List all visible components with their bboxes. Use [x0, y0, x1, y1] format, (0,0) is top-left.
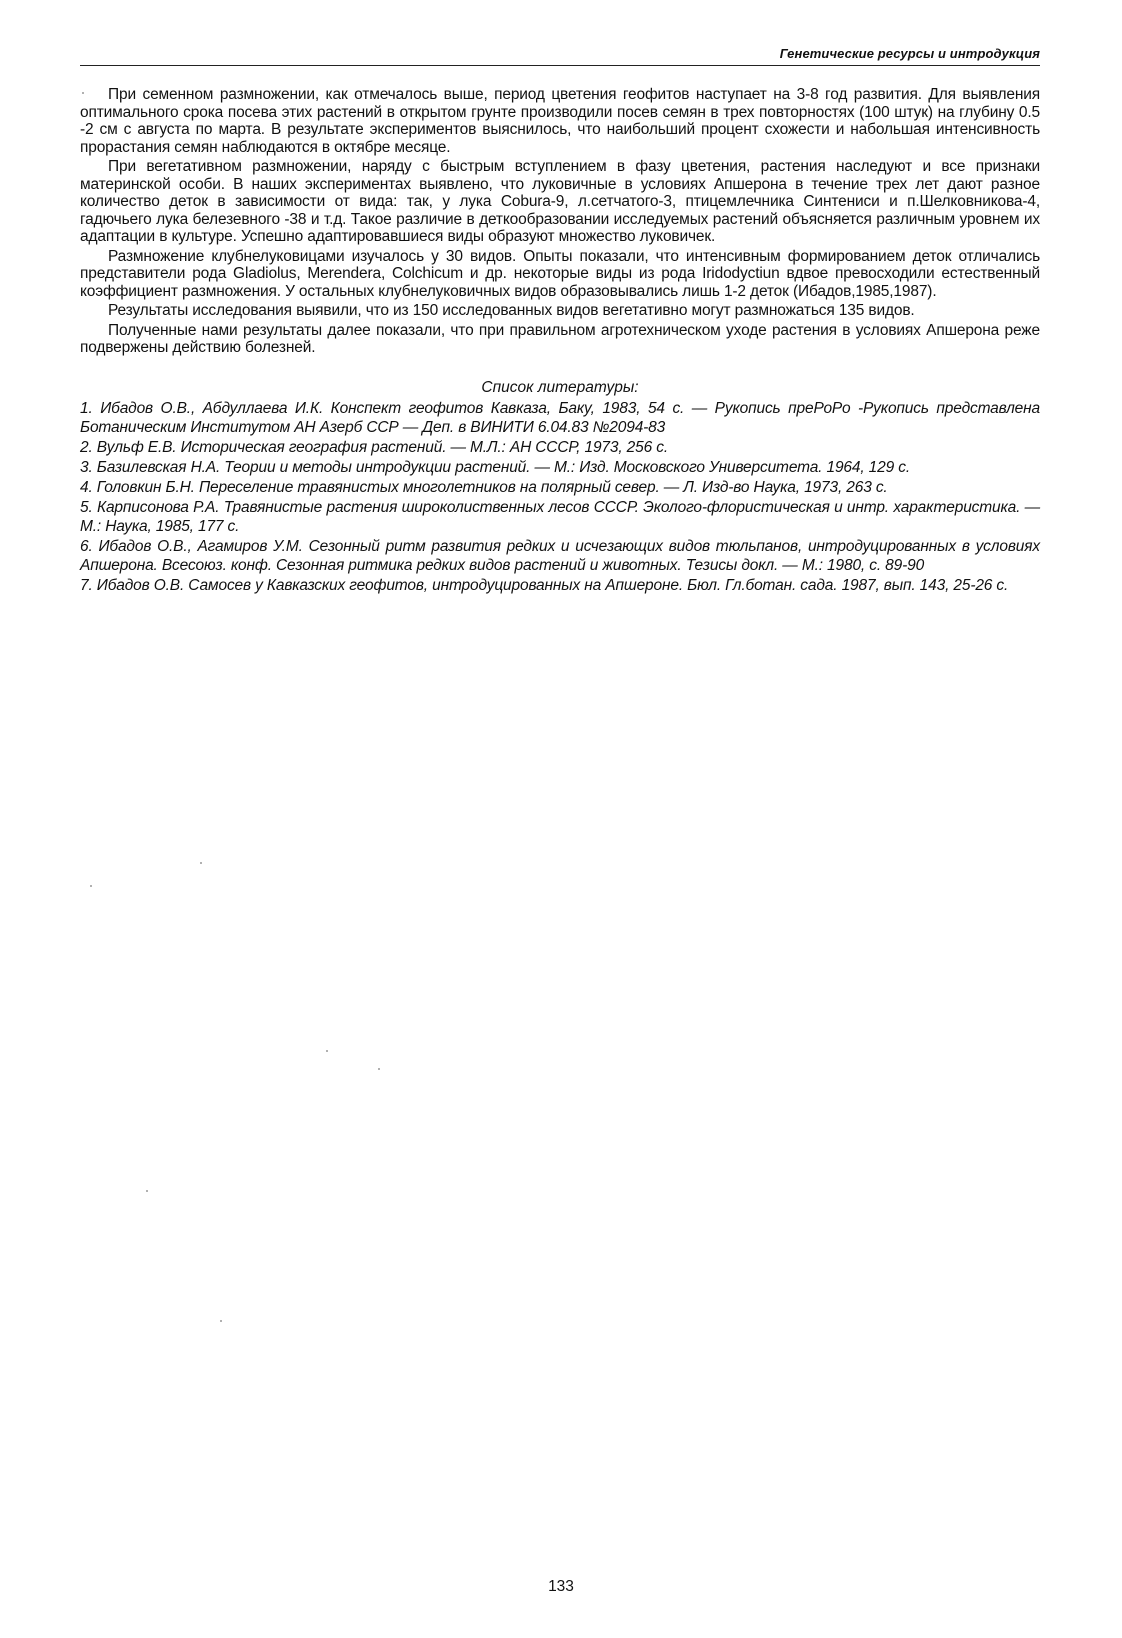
reference-item: 2. Вульф Е.В. Историческая география растений. — М.Л.: АН СССР, 1973, 256 с. — [80, 438, 668, 456]
body-paragraph: Полученные нами результаты далее показали, что при правильном агротехническом уходе растения в условиях Апшерона реже подвержены действию болезней. — [80, 321, 1040, 356]
reference-item: 6. Ибадов О.В., Агамиров У.М. Сезонный ритм развития редких и исчезающих видов тюльпанов, интродуцированных в условиях Апшерона. Всесоюз. конф. Сезонная ритмика редких видов растений и животных. Тезисы докл. — М.: 1980, с. 89-90 — [80, 537, 1040, 574]
body-paragraph: При семенном размножении, как отмечалось выше, период цветения геофитов наступает на 3-8 год развития. Для выявления оптимального срока посева этих растений в открытом грунте производили посев семян в трех повторностях (100 штук) на глубину 0.5 -2 см с августа по марта. В результате экспериментов выяснилось, что наибольший процент схожести и набольшая интенсивность прорастания семян наблюдаются в октябре месяце. — [80, 86, 1040, 156]
body-paragraph: При вегетативном размножении, наряду с быстрым вступлением в фазу цветения, растения наследуют и все признаки материнской особи. В наших экспериментах выявлено, что луковичные в условиях Апшерона в течение трех лет дают разное количество деток в зависимости от вида: так, у лука Cobura-9, л.сетчатого-3, птицемлечника Синтениси и п.Шелковникова-4, гадючьего лука белезевного -38 и т.д. Такое различие в деткообразовании исследуемых растений объясняется различным уровнем их адаптации в культуре. Успешно адаптировавшиеся виды образуют множество луковичек. — [80, 158, 1040, 245]
references-heading: Список литературы: — [481, 378, 639, 396]
reference-item: 1. Ибадов О.В., Абдуллаева И.К. Конспект геофитов Кавказа, Баку, 1983, 54 с. — Рукопись преРоРо -Рукопись представлена Ботаническим Институтом АН Азерб ССР — Деп. в ВИНИТИ 6.04.83 №2094-83 — [80, 399, 1040, 436]
reference-item: 7. Ибадов О.В. Самосев у Кавказских геофитов, интродуцированных на Апшероне. Бюл. Гл.ботан. сада. 1987, вып. 143, 25-26 с. — [80, 576, 1009, 594]
scan-speck — [82, 92, 84, 94]
running-header: Генетические ресурсы и интродукция — [80, 43, 1040, 66]
scan-speck — [326, 1050, 328, 1052]
references-section — [80, 378, 1040, 595]
reference-list — [80, 399, 1040, 595]
scan-speck — [220, 1320, 222, 1322]
page-number: 133 — [548, 1578, 574, 1595]
body-paragraph: Результаты исследования выявили, что из 150 исследованных видов вегетативно могут размножаться 135 видов. — [108, 302, 915, 319]
scan-speck — [200, 862, 202, 864]
scan-speck — [90, 885, 92, 887]
reference-item: 5. Карписонова Р.А. Травянистые растения широколиственных лесов СССР. Эколого-флористическая и интр. характеристика. — М.: Наука, 1985, 177 с. — [80, 498, 1040, 535]
scan-speck — [378, 1068, 380, 1070]
reference-item: 4. Головкин Б.Н. Переселение травянистых многолетников на полярный север. — Л. Изд-во Наука, 1973, 263 с. — [80, 478, 888, 496]
body-paragraph: Размножение клубнелуковицами изучалось у 30 видов. Опыты показали, что интенсивным формированием деток отличались представители рода Gladiolus, Merendera, Colchicum и др. некоторые виды из рода Iridodyctiun вдвое превосходили естественный коэффициент размножения. У остальных клубнелуковичных видов образовывались лишь 1-2 деток (Ибадов,1985,1987). — [80, 247, 1040, 300]
page-content — [80, 86, 1040, 596]
body-text — [80, 86, 1040, 357]
scan-speck — [146, 1190, 148, 1192]
reference-item: 3. Базилевская Н.А. Теории и методы интродукции растений. — М.: Изд. Московского Университета. 1964, 129 с. — [80, 458, 911, 476]
